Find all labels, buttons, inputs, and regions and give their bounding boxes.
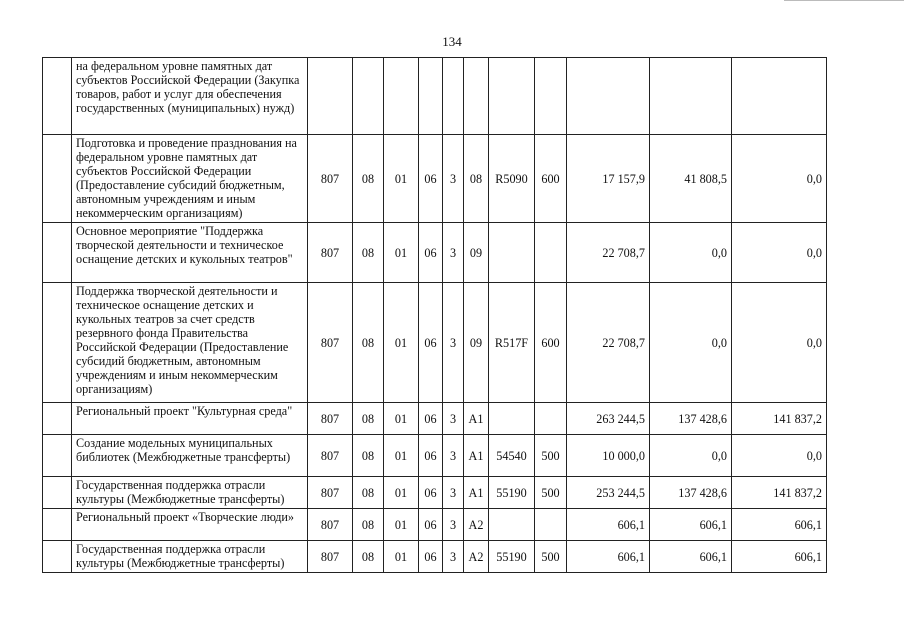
cell-amount-year2: 137 428,6 <box>650 403 732 435</box>
row-name: на федеральном уровне памятных дат субъектов Российской Федерации (Закупка товаров, работ и услуг для обеспечения государственных (муниципальных) нужд) <box>72 58 308 135</box>
cell-section-code <box>353 58 384 135</box>
cell-expense-direction: 54540 <box>489 435 535 477</box>
cell-amount-year2: 0,0 <box>650 223 732 283</box>
table-row <box>43 541 827 573</box>
cell-program-code: 06 <box>419 135 443 223</box>
cell-amount-year3: 606,1 <box>732 541 827 573</box>
cell-section-code: 08 <box>353 223 384 283</box>
cell-expense-direction: R5090 <box>489 135 535 223</box>
cell-subprogram-code: 3 <box>443 541 464 573</box>
cell-subprogram-code: 3 <box>443 135 464 223</box>
cell-ministry-code: 807 <box>308 541 353 573</box>
table-row <box>43 58 827 135</box>
cell-expense-type: 500 <box>535 477 567 509</box>
cell-expense-direction <box>489 223 535 283</box>
cell-section-code: 08 <box>353 509 384 541</box>
cell-amount-year2: 606,1 <box>650 541 732 573</box>
cell-ministry-code: 807 <box>308 223 353 283</box>
cell-ministry-code: 807 <box>308 283 353 403</box>
cell-expense-type: 500 <box>535 435 567 477</box>
cell-amount-year3: 606,1 <box>732 509 827 541</box>
blank <box>43 223 72 283</box>
blank <box>43 135 72 223</box>
cell-subsection-code: 01 <box>384 135 419 223</box>
cell-expense-type <box>535 223 567 283</box>
cell-expense-type: 500 <box>535 541 567 573</box>
cell-subprogram-code: 3 <box>443 435 464 477</box>
table-row <box>43 403 827 435</box>
table-row <box>43 135 827 223</box>
cell-subprogram-code: 3 <box>443 223 464 283</box>
cell-expense-direction <box>489 403 535 435</box>
cell-expense-direction: 55190 <box>489 477 535 509</box>
cell-section-code: 08 <box>353 403 384 435</box>
cell-amount-year2: 0,0 <box>650 283 732 403</box>
cell-event-code <box>464 58 489 135</box>
cell-expense-direction <box>489 58 535 135</box>
cell-expense-type: 600 <box>535 283 567 403</box>
cell-subprogram-code: 3 <box>443 477 464 509</box>
cell-amount-year3: 141 837,2 <box>732 403 827 435</box>
cell-amount-year1: 253 244,5 <box>567 477 650 509</box>
cell-amount-year3: 0,0 <box>732 223 827 283</box>
row-name: Поддержка творческой деятельности и техническое оснащение детских и кукольных театров за счет средств резервного фонда Правительства Российской Федерации (Предоставление субсидий бюджетным, автономным учреждениям и иным некоммерческим организациям) <box>72 283 308 403</box>
cell-program-code: 06 <box>419 541 443 573</box>
cell-subsection-code <box>384 58 419 135</box>
table-row <box>43 435 827 477</box>
cell-event-code: 09 <box>464 223 489 283</box>
cell-subsection-code: 01 <box>384 403 419 435</box>
cell-event-code: A1 <box>464 403 489 435</box>
cell-amount-year1: 17 157,9 <box>567 135 650 223</box>
cell-amount-year3 <box>732 58 827 135</box>
table-row <box>43 223 827 283</box>
cell-program-code: 06 <box>419 477 443 509</box>
cell-subprogram-code: 3 <box>443 509 464 541</box>
blank <box>43 541 72 573</box>
blank <box>43 435 72 477</box>
cell-amount-year3: 141 837,2 <box>732 477 827 509</box>
cell-expense-direction <box>489 509 535 541</box>
cell-subsection-code: 01 <box>384 223 419 283</box>
row-name: Государственная поддержка отрасли культуры (Межбюджетные трансферты) <box>72 541 308 573</box>
cell-event-code: A1 <box>464 477 489 509</box>
cell-ministry-code: 807 <box>308 135 353 223</box>
cell-program-code <box>419 58 443 135</box>
cell-expense-direction: 55190 <box>489 541 535 573</box>
cell-subsection-code: 01 <box>384 435 419 477</box>
table-row <box>43 509 827 541</box>
cell-amount-year3: 0,0 <box>732 283 827 403</box>
cell-program-code: 06 <box>419 283 443 403</box>
cell-amount-year1 <box>567 58 650 135</box>
cell-subprogram-code: 3 <box>443 283 464 403</box>
cell-amount-year1: 606,1 <box>567 509 650 541</box>
cell-subsection-code: 01 <box>384 283 419 403</box>
blank <box>43 58 72 135</box>
cell-subprogram-code <box>443 58 464 135</box>
budget-table <box>42 57 827 573</box>
cell-amount-year1: 263 244,5 <box>567 403 650 435</box>
cell-amount-year2: 137 428,6 <box>650 477 732 509</box>
cell-program-code: 06 <box>419 435 443 477</box>
table-row <box>43 283 827 403</box>
blank <box>43 477 72 509</box>
page-number: 134 <box>442 34 462 49</box>
cell-amount-year1: 606,1 <box>567 541 650 573</box>
cell-section-code: 08 <box>353 477 384 509</box>
cell-subsection-code: 01 <box>384 541 419 573</box>
cell-event-code: 09 <box>464 283 489 403</box>
cell-program-code: 06 <box>419 509 443 541</box>
cell-amount-year1: 10 000,0 <box>567 435 650 477</box>
top-edge-rule <box>784 0 904 1</box>
cell-section-code: 08 <box>353 283 384 403</box>
cell-section-code: 08 <box>353 435 384 477</box>
table-row <box>43 477 827 509</box>
cell-ministry-code: 807 <box>308 403 353 435</box>
cell-amount-year1: 22 708,7 <box>567 223 650 283</box>
row-name: Создание модельных муниципальных библиотек (Межбюджетные трансферты) <box>72 435 308 477</box>
cell-event-code: A1 <box>464 435 489 477</box>
cell-amount-year3: 0,0 <box>732 435 827 477</box>
cell-section-code: 08 <box>353 541 384 573</box>
cell-expense-type <box>535 509 567 541</box>
cell-subprogram-code: 3 <box>443 403 464 435</box>
cell-amount-year1: 22 708,7 <box>567 283 650 403</box>
cell-amount-year2 <box>650 58 732 135</box>
cell-program-code: 06 <box>419 403 443 435</box>
cell-amount-year2: 0,0 <box>650 435 732 477</box>
row-name: Подготовка и проведение празднования на федеральном уровне памятных дат субъектов Российской Федерации (Предоставление субсидий бюджетным, автономным учреждениям и иным некоммерческим организациям) <box>72 135 308 223</box>
blank <box>43 283 72 403</box>
cell-subsection-code: 01 <box>384 477 419 509</box>
cell-amount-year2: 606,1 <box>650 509 732 541</box>
cell-amount-year2: 41 808,5 <box>650 135 732 223</box>
row-name: Региональный проект "Культурная среда" <box>72 403 308 435</box>
row-name: Основное мероприятие "Поддержка творческой деятельности и техническое оснащение детских и кукольных театров" <box>72 223 308 283</box>
cell-ministry-code: 807 <box>308 509 353 541</box>
cell-expense-direction: R517F <box>489 283 535 403</box>
cell-ministry-code: 807 <box>308 477 353 509</box>
cell-section-code: 08 <box>353 135 384 223</box>
cell-amount-year3: 0,0 <box>732 135 827 223</box>
cell-event-code: 08 <box>464 135 489 223</box>
blank <box>43 403 72 435</box>
cell-event-code: A2 <box>464 541 489 573</box>
cell-ministry-code: 807 <box>308 435 353 477</box>
row-name: Государственная поддержка отрасли культуры (Межбюджетные трансферты) <box>72 477 308 509</box>
cell-program-code: 06 <box>419 223 443 283</box>
cell-event-code: A2 <box>464 509 489 541</box>
row-name: Региональный проект «Творческие люди» <box>72 509 308 541</box>
blank <box>43 509 72 541</box>
cell-expense-type <box>535 403 567 435</box>
cell-subsection-code: 01 <box>384 509 419 541</box>
cell-expense-type: 600 <box>535 135 567 223</box>
cell-ministry-code <box>308 58 353 135</box>
cell-expense-type <box>535 58 567 135</box>
